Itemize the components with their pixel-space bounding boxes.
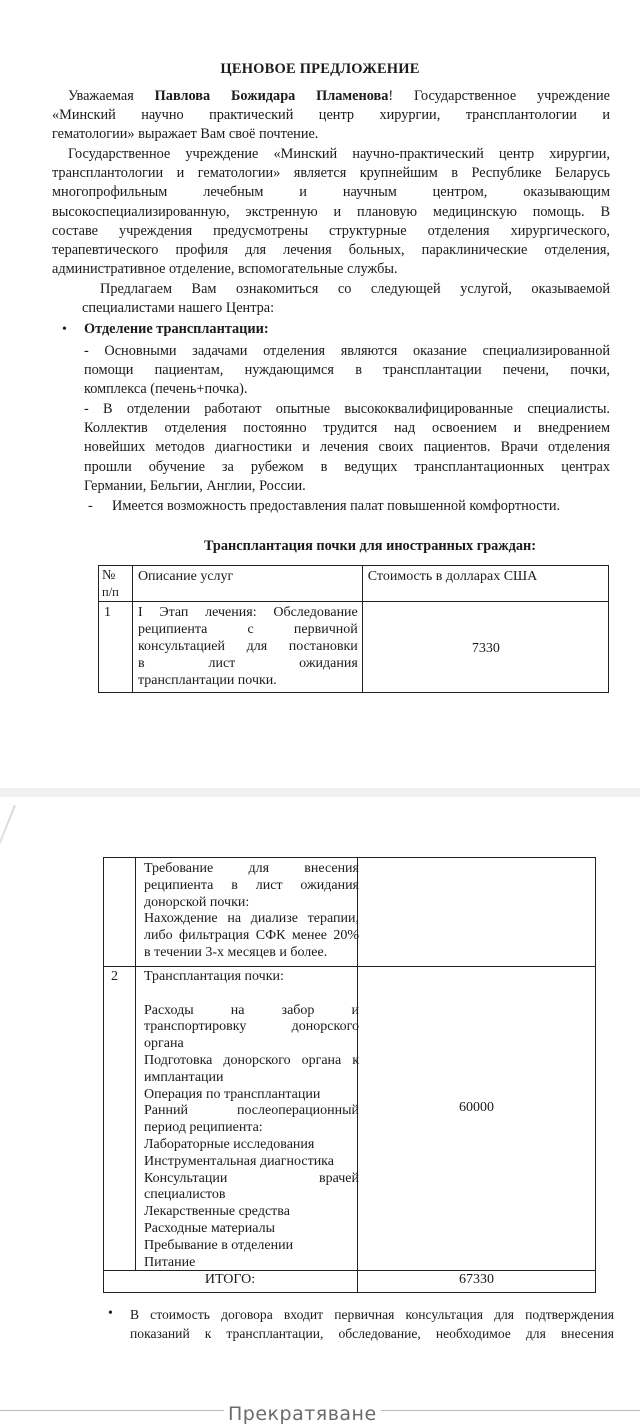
price-table bbox=[98, 565, 609, 693]
row-cost: 60000 bbox=[459, 1100, 494, 1115]
cancel-button-label: Прекратяване bbox=[224, 1403, 381, 1425]
table-row bbox=[99, 602, 609, 693]
comfort-line: Имеется возможность предоставления палат повышенной комфортности. bbox=[112, 498, 561, 514]
recipient-name: Павлова Божидара Пламенова bbox=[154, 88, 389, 104]
table-border bbox=[103, 857, 596, 858]
requirement-cell: Требование для внесения реципиента в лист ожидания донорской почки: Нахождение на диализе терапии, либо фильтрация СФК менее 20% в течении 3-х месяцев и более. bbox=[144, 861, 359, 960]
staff-line: новейших методов диагностики и лечения своих пациентов. Врачи отделения bbox=[84, 439, 610, 456]
intro-paragraph bbox=[52, 145, 610, 279]
bullet-icon: • bbox=[108, 1306, 113, 1321]
table-border bbox=[135, 857, 136, 1270]
header-description: Описание услуг bbox=[132, 566, 362, 602]
total-value: 67330 bbox=[459, 1272, 494, 1287]
department-staff bbox=[84, 400, 610, 496]
department-heading: Отделение трансплантации: bbox=[84, 321, 269, 337]
staff-line: - В отделении работают опытные высококвалифицированные специалисты. bbox=[84, 401, 610, 417]
row-num: 2 bbox=[111, 969, 118, 984]
staff-line: Коллектив отделения постоянно трудится над освоением и внедрением bbox=[84, 420, 610, 437]
row-description: I Этап лечения: Обследование реципиента с первичной консультацией для постановки в лист ожидания трансплантации почки. bbox=[132, 602, 362, 693]
offer-line: Предлагаем Вам ознакомиться со следующей услугой, оказываемой bbox=[100, 281, 610, 297]
greeting-paragraph bbox=[52, 87, 610, 145]
total-label: ИТОГО: bbox=[204, 1272, 256, 1287]
row-description: Трансплантация почки: Расходы на забор и транспортировку донорского органа Подготовка донорского органа к имплантации Операция по трансплантации Ранний послеоперационный период реципиента: Лабораторные исследования Инструментальная диагностика Консультации врачей специалистов Лекарственные средства Расходные материалы Пребывание в отделении Питание bbox=[144, 969, 359, 1270]
table-caption: Трансплантация почки для иностранных граждан: bbox=[203, 538, 537, 554]
intro-line: Государственное учреждение «Минский научно-практический центр хирургии, bbox=[68, 146, 610, 162]
comfort-dash: - bbox=[88, 498, 93, 514]
document-title: ЦЕНОВОЕ ПРЕДЛОЖЕНИЕ bbox=[220, 61, 420, 77]
greeting-line: ! Государственное учреждение bbox=[388, 88, 610, 104]
intro-line: многопрофильным лечебным и научным центром, оказывающим bbox=[52, 184, 610, 201]
row-num: 1 bbox=[99, 602, 133, 693]
staff-line: Германии, Бельгии, Англии, России. bbox=[84, 477, 306, 494]
department-tasks bbox=[84, 342, 610, 400]
header-cost: Стоимость в долларах США bbox=[362, 566, 608, 602]
offer-line: специалистами нашего Центра: bbox=[82, 300, 275, 317]
tasks-line: комплекса (печень+почка). bbox=[84, 381, 248, 398]
page-separator bbox=[0, 788, 640, 797]
intro-line: высокоспециализированную, экстренную и плановую медицинскую помощь. В bbox=[52, 203, 610, 220]
table-header-row bbox=[99, 566, 609, 602]
greeting-line: гематологии» выражает Вам своё почтение. bbox=[52, 126, 319, 143]
row-cost: 7330 bbox=[362, 602, 608, 693]
table-border bbox=[595, 857, 596, 1293]
cancel-button[interactable] bbox=[0, 1403, 640, 1425]
intro-line: составе учреждения предусмотрены структурные отделения хирургического, bbox=[52, 222, 610, 239]
tasks-line: - Основными задачами отделения являются оказание специализированной bbox=[84, 343, 610, 359]
tasks-line: помощи пациентам, нуждающимся в трансплантации печени, почки, bbox=[84, 362, 610, 379]
header-num: № п/п bbox=[99, 566, 133, 602]
greeting-line: «Минский научно практический центр хирургии, трансплантологии и bbox=[52, 107, 610, 124]
intro-line: трансплантологии и гематологии» является крупнейшим в Республике Беларусь bbox=[52, 165, 610, 182]
scan-artifact bbox=[0, 805, 16, 889]
document-page-2 bbox=[0, 797, 640, 1422]
table-border bbox=[103, 966, 596, 967]
table-border bbox=[103, 857, 104, 1293]
greeting-prefix: Уважаемая bbox=[68, 88, 155, 104]
intro-line: административное отделение, вспомогательные службы. bbox=[52, 261, 398, 278]
offer-paragraph bbox=[82, 280, 610, 318]
bullet-icon: • bbox=[62, 322, 67, 337]
table-border bbox=[103, 1292, 596, 1293]
intro-line: терапевтического профиля для лечения больных, параклинические отделения, bbox=[52, 242, 610, 259]
price-table-continued bbox=[103, 857, 596, 1293]
staff-line: прошли обучение за рубежом в ведущих трансплантационных центрах bbox=[84, 458, 610, 475]
footnote-paragraph: В стоимость договора входит первичная консультация для подтверждения показаний к трансплантации, обследование, необходимое для внесения bbox=[130, 1307, 614, 1342]
